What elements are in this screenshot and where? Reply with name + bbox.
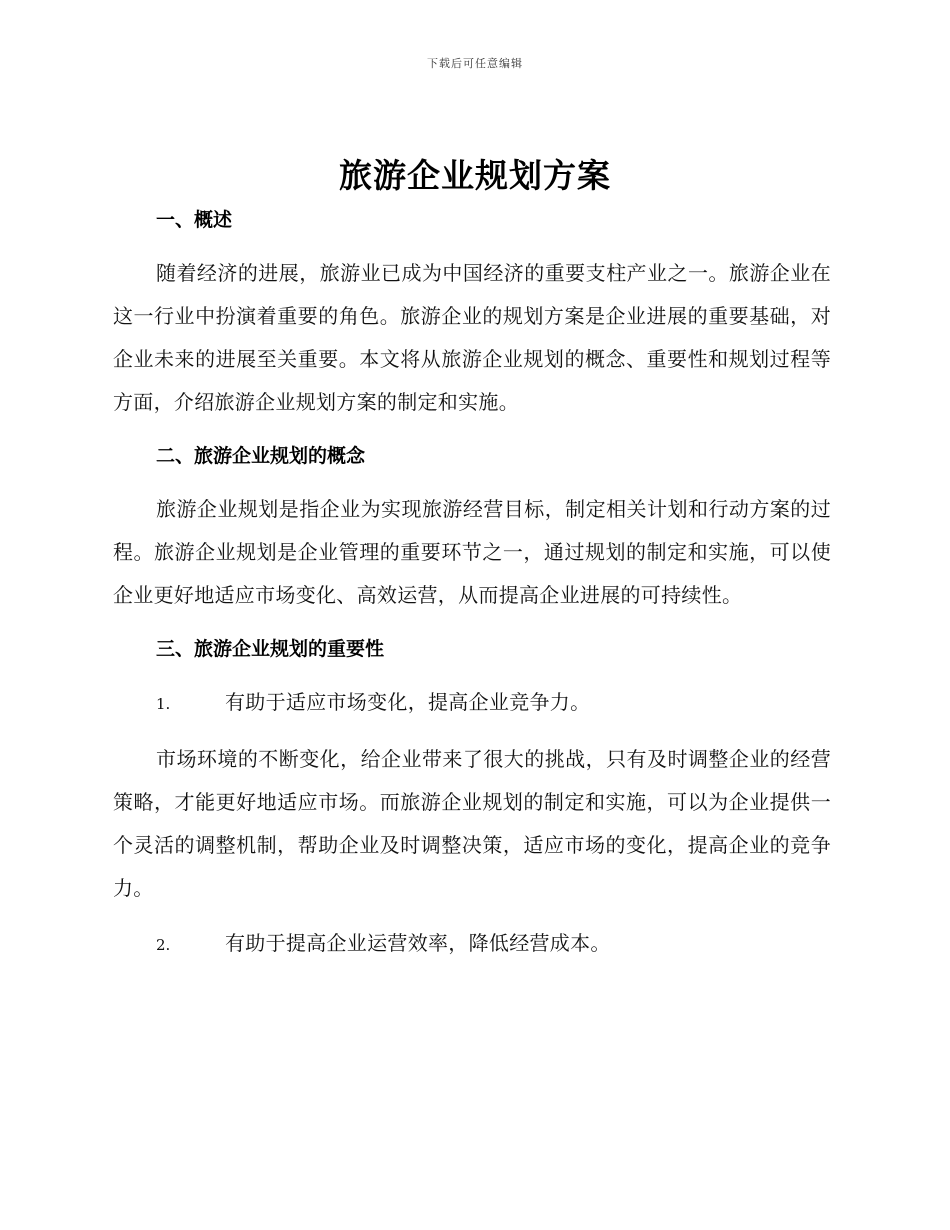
paragraph-concept: 旅游企业规划是指企业为实现旅游经营目标，制定相关计划和行动方案的过程。旅游企业规划是企业管理的重要环节之一，通过规划的制定和实施，可以使企业更好地适应市场变化、高效运营，从而提高企业进展的可持续性。 bbox=[113, 497, 831, 607]
list-item-2 bbox=[113, 922, 831, 967]
list-item-1 bbox=[113, 681, 831, 726]
list-number: 1. bbox=[156, 695, 171, 713]
section-heading-concept: 二、旅游企业规划的概念 bbox=[156, 445, 366, 467]
document-title: 旅游企业规划方案 bbox=[339, 156, 611, 195]
section-heading-overview: 一、概述 bbox=[156, 209, 233, 231]
document-body bbox=[113, 200, 831, 967]
paragraph-overview: 随着经济的进展，旅游业已成为中国经济的重要支柱产业之一。旅游企业在这一行业中扮演着重要的角色。旅游企业的规划方案是企业进展的重要基础，对企业未来的进展至关重要。本文将从旅游企业规划的概念、重要性和规划过程等方面，介绍旅游企业规划方案的制定和实施。 bbox=[113, 261, 831, 414]
paragraph-item-1: 市场环境的不断变化，给企业带来了很大的挑战，只有及时调整企业的经营策略，才能更好地适应市场。而旅游企业规划的制定和实施，可以为企业提供一个灵活的调整机制，帮助企业及时调整决策，适应市场的变化，提高企业的竞争力。 bbox=[113, 747, 831, 900]
list-number: 2. bbox=[156, 936, 171, 954]
list-item-text: 有助于提高企业运营效率，降低经营成本。 bbox=[225, 931, 611, 955]
list-item-text: 有助于适应市场变化，提高企业竞争力。 bbox=[225, 690, 591, 714]
page-header-note: 下载后可任意编辑 bbox=[427, 57, 523, 70]
section-heading-importance: 三、旅游企业规划的重要性 bbox=[156, 638, 385, 660]
